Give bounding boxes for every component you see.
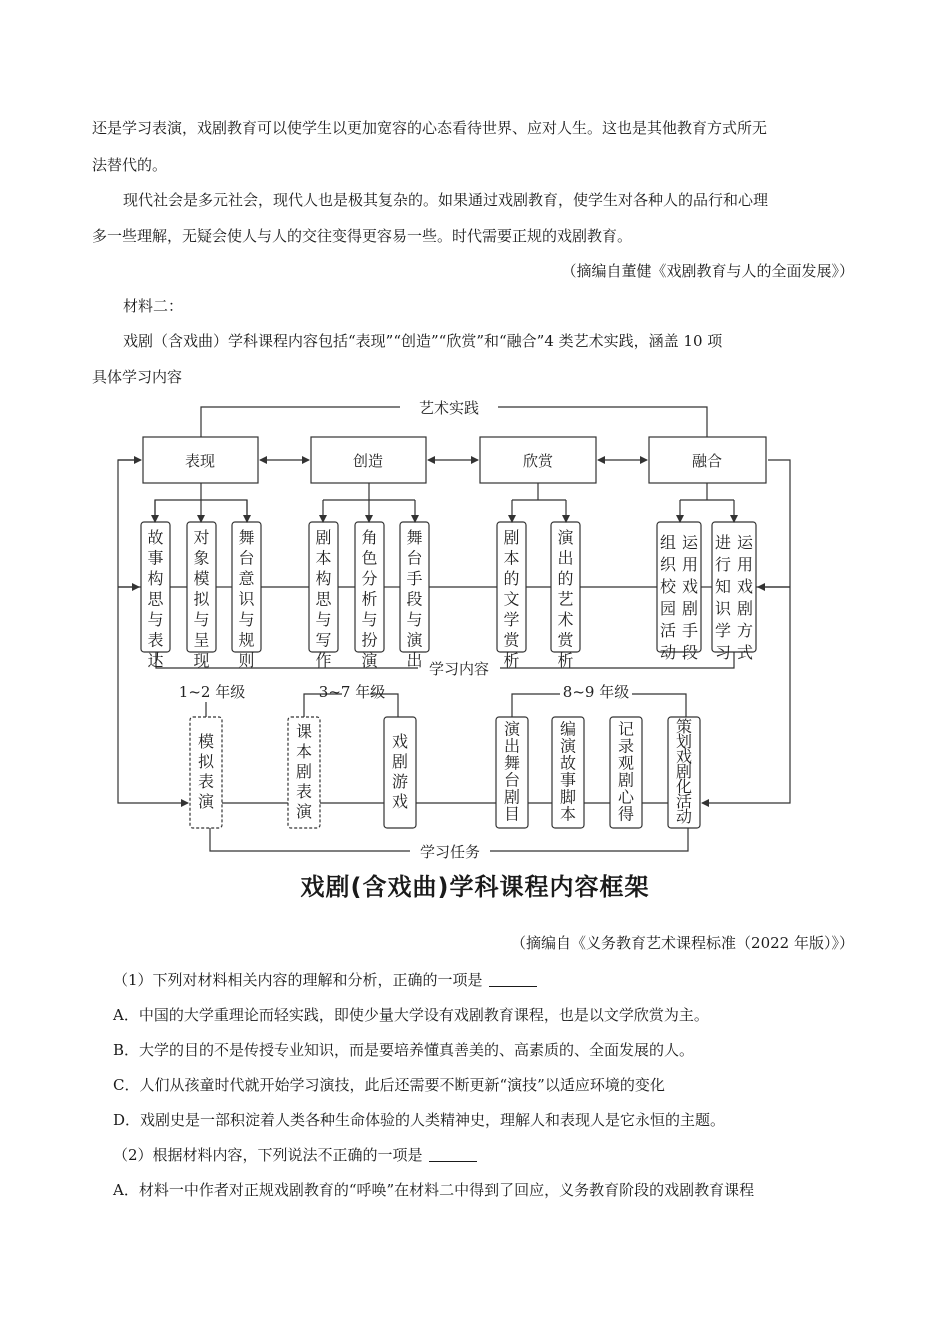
content-item-label: 进行知识学习 (714, 533, 732, 662)
paragraph-line: 法替代的。 (92, 156, 168, 174)
task-label: 戏剧游戏 (391, 732, 409, 811)
task-label: 记录观剧心得 (617, 719, 635, 824)
category-label: 表现 (184, 452, 216, 470)
content-item-label: 角色分析与扮演 (361, 528, 378, 670)
task-label: 策划戏剧化活动 (675, 717, 693, 826)
material-label: 材料二： (123, 297, 184, 315)
paragraph-line: 多一些理解，无疑会使人与人的交往变得更容易一些。时代需要正规的戏剧教育。 (92, 227, 633, 245)
learning-tasks-label: 学习任务 (419, 843, 481, 861)
paragraph-line: 戏剧（含戏曲）学科课程内容包括“表现”“创造”“欣赏”和“融合”4 类艺术实践，涵盖 10 项 (123, 332, 723, 350)
question-2-option: A．材料一中作者对正规戏剧教育的“呼唤”在材料二中得到了回应，义务教育阶段的戏剧教育课程 (113, 1181, 755, 1199)
category-label: 欣赏 (522, 452, 554, 470)
diagram-title: 戏剧(含戏曲)学科课程内容框架 (300, 873, 650, 901)
content-item-label: 运用戏剧方式 (736, 533, 754, 662)
question-1-option: C．人们从孩童时代就开始学习演技，此后还需要不断更新“演技”以适应环境的变化 (113, 1076, 665, 1094)
task-label: 模拟表演 (197, 732, 215, 811)
content-item-label: 剧本的文学赏析 (503, 528, 520, 670)
content-item-label: 舞台意识与规则 (238, 528, 255, 670)
category-label: 融合 (691, 452, 723, 470)
paragraph-line: 现代社会是多元社会，现代人也是极其复杂的。如果通过戏剧教育，使学生对各种人的品行和心理 (123, 191, 769, 209)
art-practice-label: 艺术实践 (418, 399, 480, 417)
content-item-label: 剧本构思与写作 (315, 528, 332, 670)
content-item-label: 舞台手段与演出 (406, 528, 423, 670)
content-item-label: 组织校园活动 (659, 533, 677, 662)
source-citation: （摘编自《义务教育艺术课程标准（2022 年版）》） (511, 934, 854, 952)
answer-blank[interactable] (429, 1147, 477, 1162)
grade-label: 8~9 年级 (562, 683, 630, 701)
question-1-option: A．中国的大学重理论而轻实践，即使少量大学设有戏剧教育课程，也是以文学欣赏为主。 (113, 1006, 709, 1024)
learning-content-label: 学习内容 (428, 660, 490, 678)
question-2-stem: （2）根据材料内容，下列说法不正确的一项是 (113, 1145, 477, 1165)
content-item-label: 对象模拟与呈现 (193, 528, 210, 670)
content-item-label: 演出的艺术赏析 (557, 528, 574, 670)
source-citation: （摘编自董健《戏剧教育与人的全面发展》） (561, 262, 854, 280)
task-label: 课本剧表演 (295, 722, 313, 821)
question-1-stem: （1）下列对材料相关内容的理解和分析，正确的一项是 (113, 970, 537, 990)
task-label: 编演故事脚本 (559, 719, 577, 824)
paragraph-line: 还是学习表演，戏剧教育可以使学生以更加宽容的心态看待世界、应对人生。这也是其他教育方式所无 (92, 119, 768, 137)
task-label: 演出舞台剧目 (503, 719, 521, 824)
grade-label: 1~2 年级 (178, 683, 246, 701)
question-1-option: B．大学的目的不是传授专业知识，而是要培养懂真善美的、高素质的、全面发展的人。 (113, 1041, 695, 1059)
answer-blank[interactable] (489, 972, 537, 987)
content-item-label: 运用戏剧手段 (681, 533, 699, 662)
paragraph-line: 具体学习内容 (92, 368, 183, 386)
question-1-option: D．戏剧史是一部积淀着人类各种生命体验的人类精神史，理解人和表现人是它永恒的主题。 (113, 1111, 726, 1129)
category-label: 创造 (352, 452, 384, 470)
grade-label: 3~7 年级 (318, 683, 386, 701)
content-item-label: 故事构思与表达 (147, 528, 164, 670)
